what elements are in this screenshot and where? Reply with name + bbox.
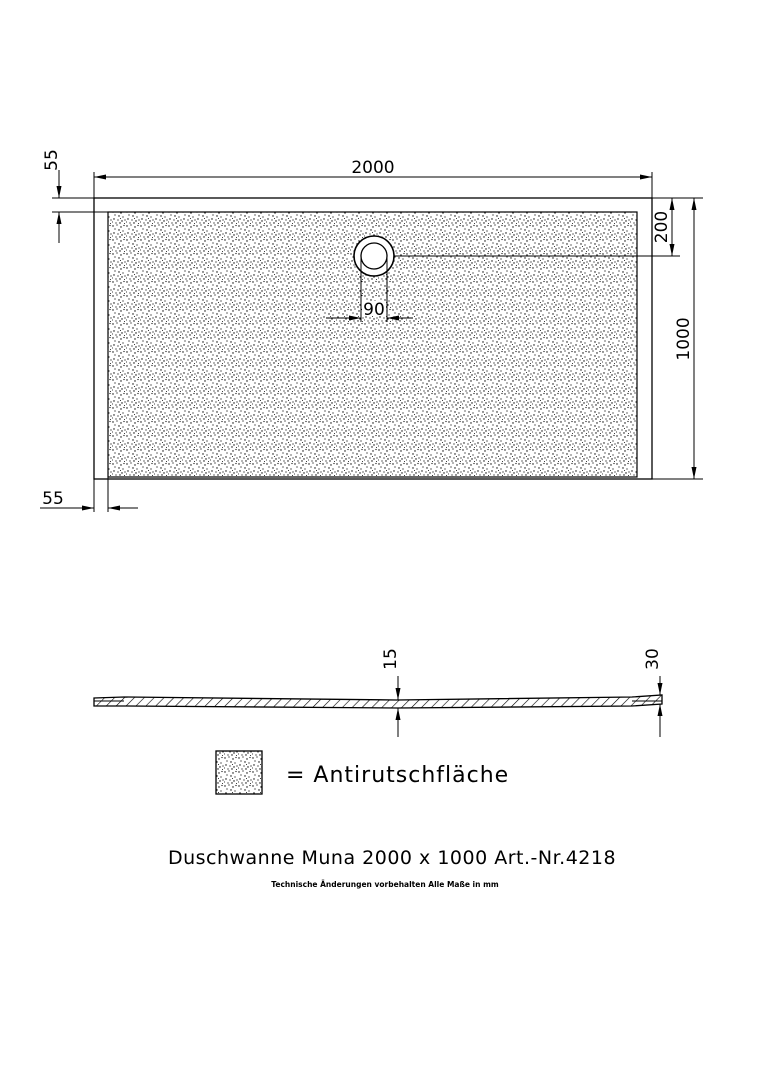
drain-inner-circle (361, 243, 387, 269)
plan-view (40, 149, 703, 512)
dim-rim-left (40, 477, 138, 512)
dim-width-label: 2000 (351, 158, 395, 178)
legend-label: = Antirutschfläche (286, 763, 510, 788)
dim-rim-left-label: 55 (42, 489, 64, 509)
dim-width (94, 158, 652, 198)
disclaimer-note: Technische Änderungen vorbehalten Alle Maße in mm (271, 880, 499, 889)
legend-swatch (216, 751, 262, 794)
tray-section (94, 695, 662, 708)
section-view (94, 648, 663, 737)
dim-height-center (381, 648, 401, 737)
dim-height-center-label: 15 (381, 648, 401, 670)
dim-height-edge (643, 648, 663, 737)
product-title: Duschwanne Muna 2000 x 1000 Art.-Nr.4218 (167, 847, 617, 869)
dim-drain-offset-label: 200 (652, 210, 672, 244)
legend (216, 751, 509, 794)
dim-rim-top (42, 149, 108, 243)
dim-depth-label: 1000 (674, 317, 694, 361)
dim-drain-diameter-label: 90 (363, 300, 385, 320)
dim-rim-top-label: 55 (42, 149, 62, 171)
drain (354, 236, 394, 276)
dim-height-edge-label: 30 (643, 648, 663, 670)
title-block (168, 847, 616, 889)
